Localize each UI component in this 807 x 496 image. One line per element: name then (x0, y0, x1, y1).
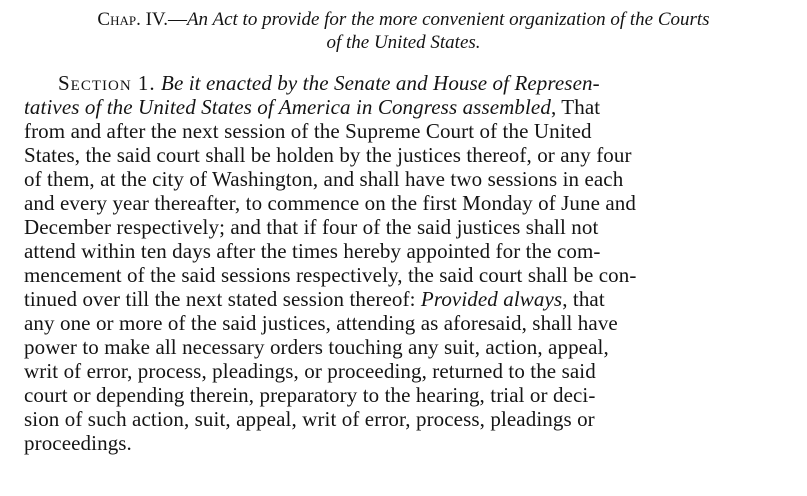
proviso-phrase: Provided always (420, 287, 563, 311)
text-line-12: power to make all necessary orders touching any suit, action, appeal, (24, 335, 609, 359)
act-title-line-1: An Act to provide for the more convenient organization of the Courts (186, 9, 710, 30)
text-line-15: sion of such action, suit, appeal, writ of error, process, pleadings or (24, 407, 595, 431)
text-line-1 (58, 71, 600, 95)
section-label: Section 1. (58, 71, 156, 95)
text-line-16: proceedings. (24, 431, 132, 455)
proviso-trail: , that (562, 287, 605, 311)
text-line-13: writ of error, process, pleadings, or proceeding, returned to the said (24, 359, 596, 383)
text-line-2 (24, 95, 600, 119)
proviso-lead-in: tinued over till the next stated session thereof: (24, 287, 421, 311)
chapter-number: Chap. IV. (97, 9, 168, 30)
text-line-7: December respectively; and that if four of the said justices shall not (24, 215, 599, 239)
text-line-14: court or depending therein, preparatory to the hearing, trial or deci- (24, 383, 596, 407)
text-line-8: attend within ten days after the times hereby appointed for the com- (24, 239, 601, 263)
enacting-clause-that: , That (550, 95, 601, 119)
text-line-6: and every year thereafter, to commence on the first Monday of June and (24, 191, 637, 215)
heading-dash: — (167, 9, 187, 30)
enacting-clause-part-2: tatives of the United States of America in Congress assembled (24, 95, 551, 119)
text-line-9: mencement of the said sessions respectively, the said court shall be con- (24, 263, 637, 287)
act-title-line-2: of the United States. (326, 32, 481, 53)
text-line-3: from and after the next session of the Supreme Court of the United (24, 119, 592, 143)
heading-line-1 (10, 8, 797, 31)
text-line-11: any one or more of the said justices, attending as aforesaid, shall have (24, 311, 618, 335)
text-line-5: of them, at the city of Washington, and shall have two sessions in each (24, 167, 624, 191)
enacting-clause-part-1: Be it enacted by the Senate and House of Represen- (161, 71, 600, 95)
chapter-heading (10, 8, 797, 54)
text-line-10 (24, 287, 605, 311)
text-line-4: States, the said court shall be holden by the justices thereof, or any four (24, 143, 632, 167)
heading-line-2 (10, 31, 797, 54)
